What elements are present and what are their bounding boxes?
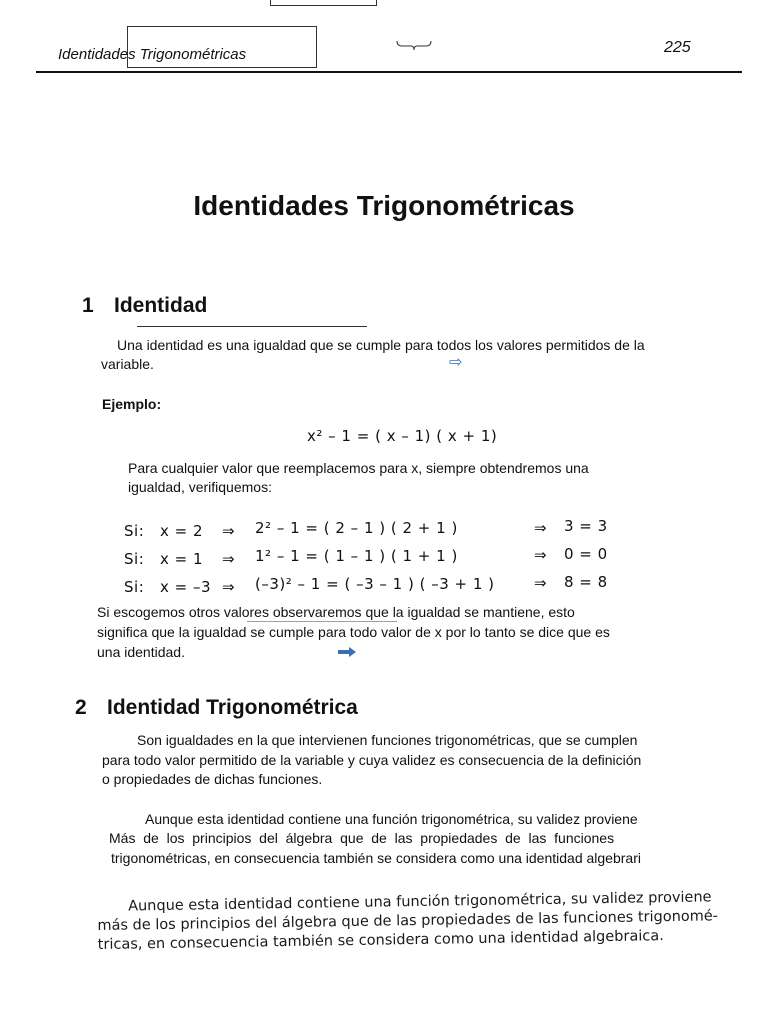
scanned-line-2: más de los principios del álgebra que de las propiedades de las funciones trigonomé- xyxy=(97,908,719,934)
check-row-2-result: 0 = 0 xyxy=(564,545,608,563)
check-row-2-cond: x = 1 xyxy=(160,550,204,568)
check-row-3-expr: (–3)² – 1 = ( –3 – 1 ) ( –3 + 1 ) xyxy=(255,575,495,593)
conclusion-line-2: significa que la igualdad se cumple para todo valor de x por lo tanto se dice que es xyxy=(97,624,610,640)
check-row-3-cond: x = –3 xyxy=(160,578,212,596)
right-arrow-solid-icon xyxy=(337,646,357,658)
section-2-para-2-line-2: Más de los principios del álgebra que de las propiedades de las funciones xyxy=(109,830,615,846)
scanned-line-1: Aunque esta identidad contiene una función trigonométrica, su validez proviene xyxy=(128,889,712,915)
definition-line-1: Una identidad es una igualdad que se cumple para todos los valores permitidos de la xyxy=(117,337,645,353)
check-row-3-arrow2: ⇒ xyxy=(534,574,548,592)
page-number: 225 xyxy=(664,39,691,56)
example-equation: x² – 1 = ( x – 1) ( x + 1) xyxy=(307,427,498,445)
section-2-number: 2 xyxy=(75,696,87,719)
section-2-para-1-line-2: para todo valor permitido de la variable y cuya validez es consecuencia de la definición xyxy=(102,752,642,768)
scanned-paragraph xyxy=(97,888,738,955)
section-2-title: Identidad Trigonométrica xyxy=(107,696,358,719)
check-row-2-si: Si: xyxy=(124,550,145,568)
section-1-number: 1 xyxy=(82,294,94,317)
section-2-para-2-line-1: Aunque esta identidad contiene una función trigonométrica, su validez proviene xyxy=(145,811,638,827)
section-2-para-2-line-3: trigonométricas, en consecuencia también se considera como una identidad algebrari xyxy=(111,850,641,866)
check-row-1-si: Si: xyxy=(124,522,145,540)
check-row-1-cond: x = 2 xyxy=(160,522,204,540)
explanation-line-1: Para cualquier valor que reemplacemos para x, siempre obtendremos una xyxy=(128,460,589,476)
check-row-3-si: Si: xyxy=(124,578,145,596)
brace-mark-icon xyxy=(396,40,432,50)
scanned-line-3: tricas, en consecuencia también se considera como una identidad algebraica. xyxy=(97,928,664,953)
section-2-para-1-line-3: o propiedades de dichas funciones. xyxy=(102,771,323,787)
header-rule xyxy=(36,71,742,73)
check-row-1-result: 3 = 3 xyxy=(564,517,608,535)
check-row-1-arrow2: ⇒ xyxy=(534,519,548,537)
explanation-line-2: igualdad, verifiquemos: xyxy=(128,479,272,495)
running-header-title: Identidades Trigonométricas xyxy=(58,46,247,63)
conclusion-line-3: una identidad. xyxy=(97,644,185,660)
selection-underline xyxy=(247,621,397,622)
check-row-3-result: 8 = 8 xyxy=(564,573,608,591)
check-row-2-expr: 1² – 1 = ( 1 – 1 ) ( 1 + 1 ) xyxy=(255,547,458,565)
check-row-1-expr: 2² – 1 = ( 2 – 1 ) ( 2 + 1 ) xyxy=(255,519,458,537)
section-1-title: Identidad xyxy=(114,294,208,317)
check-row-1-arrow: ⇒ xyxy=(222,522,236,540)
right-arrow-icon: ⇨ xyxy=(449,354,463,371)
example-label: Ejemplo: xyxy=(102,396,162,412)
section-2-para-1-line-1: Son igualdades en la que intervienen funciones trigonométricas, que se cumplen xyxy=(137,732,638,748)
conclusion-line-1: Si escogemos otros valores observaremos que la igualdad se mantiene, esto xyxy=(97,604,575,620)
section-1-underline xyxy=(137,326,367,327)
header-frame-small xyxy=(270,0,377,6)
check-row-3-arrow: ⇒ xyxy=(222,578,236,596)
document-title: Identidades Trigonométricas xyxy=(193,190,575,221)
check-row-2-arrow: ⇒ xyxy=(222,550,236,568)
check-row-2-arrow2: ⇒ xyxy=(534,546,548,564)
definition-line-2: variable. xyxy=(101,356,154,372)
